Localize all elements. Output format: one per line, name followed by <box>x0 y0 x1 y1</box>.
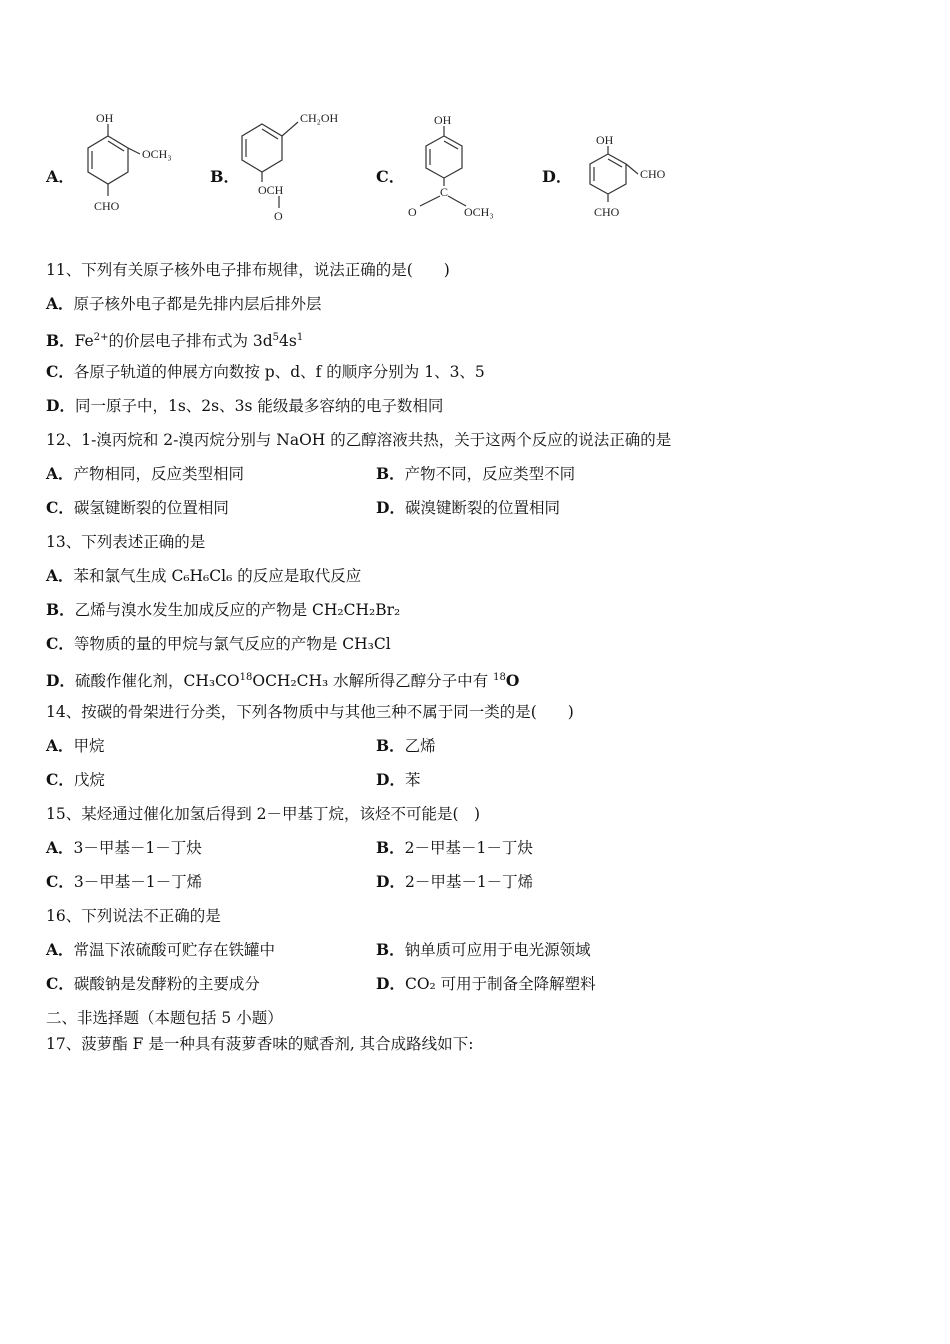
question-17-stem: 17、菠萝酯 F 是一种具有菠萝香味的赋香剂, 其合成路线如下: <box>46 1035 474 1053</box>
structure-label: OCH <box>258 183 284 197</box>
question-12-option-b <box>376 464 575 484</box>
option-text: 硫酸作催化剂，CH₃CO <box>74 672 240 691</box>
option-text: 戊烷 <box>73 771 105 789</box>
option-text: 苯 <box>404 771 421 789</box>
option-text: 2－甲基－1－丁烯 <box>404 873 534 891</box>
question-16-option-d <box>376 974 596 994</box>
option-letter: C． <box>46 634 74 653</box>
option-text: O <box>505 671 520 691</box>
option-text: 3－甲基－1－丁烯 <box>73 873 203 891</box>
question-15-stem: 15、某烃通过催化加氢后得到 2－甲基丁烷，该烃不可能是( ) <box>46 805 481 823</box>
structure-label: CHO <box>640 167 666 181</box>
question-14-option-a <box>46 736 105 756</box>
question-11-option-a <box>46 294 322 314</box>
option-letter: A． <box>46 167 75 186</box>
option-text: 甲烷 <box>73 737 105 755</box>
option-text: 各原子轨道的伸展方向数按 p、d、f 的顺序分别为 1、3、5 <box>73 363 485 381</box>
option-letter: A． <box>46 464 74 483</box>
question-14-option-d <box>376 770 420 790</box>
question-12-options-row-1 <box>46 464 244 484</box>
option-text: 原子核外电子都是先排内层后排外层 <box>73 295 322 313</box>
option-letter: A． <box>46 294 74 313</box>
question-16-option-a <box>46 940 275 960</box>
question-13-option-d <box>46 668 519 691</box>
structure-label: CHO <box>94 199 120 213</box>
option-letter: D． <box>46 396 75 415</box>
option-letter: A． <box>46 838 74 857</box>
question-12-option-d <box>376 498 560 518</box>
option-letter: D． <box>376 498 405 517</box>
option-text: 5 <box>272 332 280 343</box>
structure-label: CH₂OH <box>300 111 339 125</box>
option-text: 乙烯与溴水发生加成反应的产物是 CH₂CH₂Br₂ <box>74 601 401 619</box>
option-letter: B． <box>376 940 405 959</box>
question-13-stem: 13、下列表述正确的是 <box>46 533 206 551</box>
option-letter: C． <box>46 974 74 993</box>
question-15-option-b <box>376 838 533 858</box>
question-12-option-c <box>46 498 229 518</box>
question-13-option-a <box>46 566 361 586</box>
question-13-option-c <box>46 634 391 654</box>
option-text: 18 <box>239 672 253 683</box>
option-letter: A． <box>46 940 74 959</box>
structure-label: OH <box>596 133 614 147</box>
question-14-option-b <box>376 736 436 756</box>
question-12-stem: 12、1-溴丙烷和 2-溴丙烷分别与 NaOH 的乙醇溶液共热，关于这两个反应的说法正确的是 <box>46 431 672 449</box>
option-text: 苯和氯气生成 C₆H₆Cl₆ 的反应是取代反应 <box>73 567 362 585</box>
question-15-option-d <box>376 872 533 892</box>
option-letter: D． <box>46 671 75 691</box>
structure-label: O <box>408 205 417 219</box>
option-letter: A． <box>46 566 74 585</box>
option-letter: C． <box>46 872 74 891</box>
structure-label: C <box>440 185 449 199</box>
option-a-structure <box>46 108 206 228</box>
option-text: 等物质的量的甲烷与氯气反应的产物是 CH₃Cl <box>73 635 391 653</box>
option-letter: D． <box>376 974 405 993</box>
section-heading: 二、非选择题（本题包括 5 小题） <box>46 1009 283 1027</box>
option-letter: C． <box>46 498 74 517</box>
question-16-option-b <box>376 940 591 960</box>
question-16-option-c <box>46 974 260 994</box>
option-text: 碳酸钠是发酵粉的主要成分 <box>73 975 260 993</box>
option-text: 的价层电子排布式为 3d <box>108 332 273 351</box>
question-15-option-a <box>46 838 202 858</box>
option-b-structure <box>210 108 375 228</box>
option-text: 同一原子中，1s、2s、3s 能级最多容纳的电子数相同 <box>74 397 444 415</box>
structure-label: OH <box>434 113 452 127</box>
option-letter: B． <box>376 736 405 755</box>
structure-label: O <box>274 209 283 223</box>
option-text: 产物不同，反应类型不同 <box>404 465 576 483</box>
option-letter: A． <box>46 736 74 755</box>
option-letter: D． <box>376 872 405 891</box>
option-letter: B． <box>376 464 405 483</box>
option-letter: C． <box>46 770 74 789</box>
option-letter: C． <box>376 167 405 186</box>
option-text: 2+ <box>93 332 109 343</box>
question-16-stem: 16、下列说法不正确的是 <box>46 907 221 925</box>
option-text: 碳溴键断裂的位置相同 <box>404 499 560 517</box>
option-text: 1 <box>296 332 304 343</box>
question-13-option-b <box>46 600 400 620</box>
option-text: 碳氢键断裂的位置相同 <box>73 499 229 517</box>
question-11-stem: 11、下列有关原子核外电子排布规律，说法正确的是( ) <box>46 261 450 279</box>
structure-label: OCH₃ <box>142 147 172 161</box>
option-c-structure <box>376 108 541 228</box>
benzene-ring-icon <box>376 108 541 228</box>
option-text: OCH₂CH₃ 水解所得乙醇分子中有 <box>252 672 494 691</box>
structure-label: CHO <box>594 205 620 219</box>
option-text: CO₂ 可用于制备全降解塑料 <box>404 975 596 993</box>
option-text: 18 <box>493 672 506 683</box>
question-15-option-c <box>46 872 202 892</box>
option-letter: D． <box>376 770 405 789</box>
benzene-ring-icon <box>210 108 375 228</box>
option-text: 产物相同，反应类型相同 <box>73 465 245 483</box>
option-letter: B． <box>210 167 240 186</box>
option-text: 常温下浓硫酸可贮存在铁罐中 <box>73 941 276 959</box>
option-text: Fe <box>74 332 94 351</box>
option-letter: D． <box>542 167 572 186</box>
structure-label: OH <box>96 111 114 125</box>
question-11-option-b <box>46 328 303 351</box>
option-text: 4s <box>279 332 297 351</box>
question-11-option-d <box>46 396 443 416</box>
question-11-option-c <box>46 362 485 382</box>
structure-label: OCH₃ <box>464 205 494 219</box>
option-text: 钠单质可应用于电光源领域 <box>404 941 591 959</box>
option-letter: B． <box>46 600 75 619</box>
option-letter: B． <box>46 331 75 351</box>
option-letter: B． <box>376 838 405 857</box>
option-text: 乙烯 <box>404 737 436 755</box>
option-text: 3－甲基－1－丁炔 <box>73 839 202 857</box>
benzene-ring-icon <box>542 108 712 228</box>
question-14-stem: 14、按碳的骨架进行分类，下列各物质中与其他三种不属于同一类的是( ) <box>46 703 574 721</box>
option-letter: C． <box>46 362 74 381</box>
option-d-structure <box>542 108 712 228</box>
question-14-option-c <box>46 770 105 790</box>
benzene-ring-icon <box>46 108 206 228</box>
option-text: 2－甲基－1－丁炔 <box>404 839 533 857</box>
